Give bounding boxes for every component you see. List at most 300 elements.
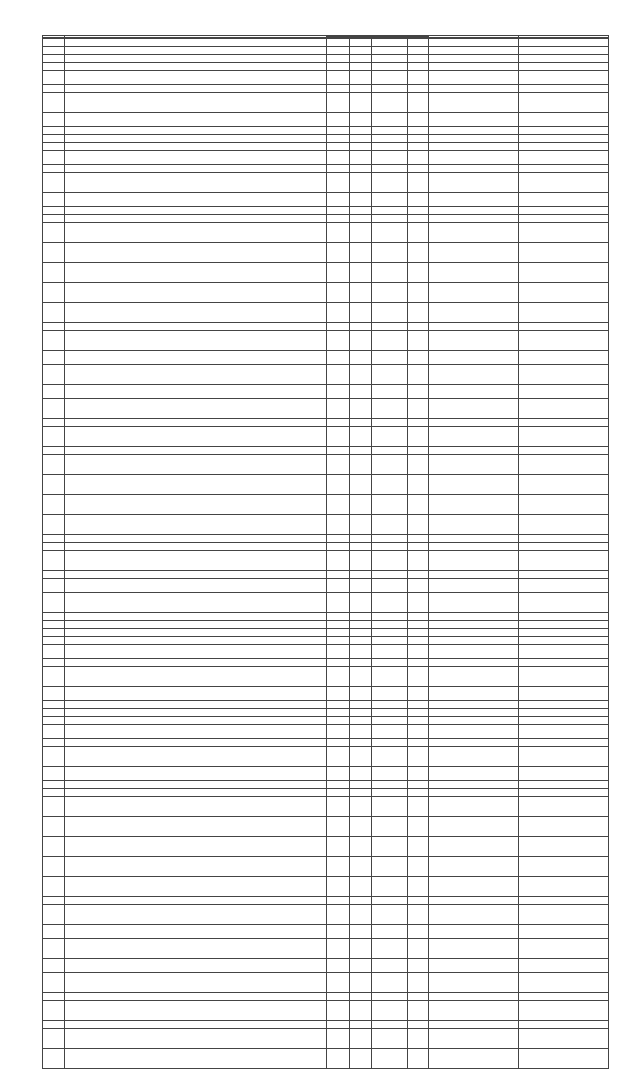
budget-table [42,35,609,1069]
table-cell [43,495,65,515]
table-cell [43,897,65,905]
table-cell [327,659,350,667]
table-row [43,817,609,837]
table-cell [372,143,408,151]
table-cell [408,837,429,857]
table-cell [327,857,350,877]
table-cell [429,1049,519,1069]
table-cell [429,323,519,331]
table-cell [43,645,65,659]
table-cell [372,1021,408,1029]
table-cell [408,1021,429,1029]
table-cell [519,637,609,645]
table-cell [429,993,519,1001]
table-cell [519,385,609,399]
table-row [43,365,609,385]
table-cell [327,283,350,303]
table-cell [429,797,519,817]
table-cell [429,725,519,739]
table-cell [43,939,65,959]
table-cell [519,303,609,323]
table-cell [350,905,372,925]
table-row [43,55,609,63]
table-cell [350,613,372,621]
table-row [43,551,609,571]
table-row [43,455,609,475]
table-cell [350,71,372,85]
table-cell [43,93,65,113]
table-cell [429,925,519,939]
table-cell [408,993,429,1001]
table-cell [350,323,372,331]
table-cell [408,495,429,515]
table-cell [350,571,372,579]
table-cell [519,593,609,613]
table-cell [43,701,65,709]
table-cell [429,85,519,93]
table-row [43,1001,609,1021]
table-cell [372,593,408,613]
table-cell [429,701,519,709]
table-cell [519,143,609,151]
table-cell [372,151,408,165]
table-cell [43,817,65,837]
table-cell [372,331,408,351]
table-cell [327,897,350,905]
table-cell [429,127,519,135]
table-cell [65,905,327,925]
table-cell [327,243,350,263]
table-cell [429,767,519,781]
table-cell [327,135,350,143]
table-cell [519,85,609,93]
table-cell [350,709,372,717]
table-cell [350,797,372,817]
table-row [43,143,609,151]
table-cell [350,93,372,113]
table-cell [327,127,350,135]
table-cell [350,283,372,303]
table-cell [65,781,327,789]
table-cell [327,993,350,1001]
table-cell [372,613,408,621]
table-cell [408,817,429,837]
table-cell [327,1021,350,1029]
table-cell [327,725,350,739]
table-cell [408,571,429,579]
table-cell [65,767,327,781]
table-cell [408,629,429,637]
table-cell [408,551,429,571]
table-cell [519,645,609,659]
table-cell [65,535,327,543]
table-cell [429,63,519,71]
table-cell [429,973,519,993]
table-cell [43,667,65,687]
table-cell [519,543,609,551]
table-cell [43,223,65,243]
table-cell [327,709,350,717]
table-cell [372,767,408,781]
table-cell [65,151,327,165]
table-row [43,323,609,331]
table-cell [429,747,519,767]
table-cell [43,143,65,151]
table-cell [65,39,327,47]
table-cell [519,135,609,143]
table-cell [350,399,372,419]
table-cell [65,55,327,63]
table-cell [327,637,350,645]
table-cell [43,747,65,767]
table-cell [327,687,350,701]
table-cell [429,495,519,515]
table-cell [327,1001,350,1021]
table-cell [372,55,408,63]
table-cell [408,579,429,593]
table-cell [429,193,519,207]
table-cell [327,63,350,71]
table-cell [519,455,609,475]
table-cell [327,47,350,55]
table-cell [372,351,408,365]
table-cell [372,797,408,817]
table-cell [327,223,350,243]
table-cell [43,365,65,385]
table-cell [519,495,609,515]
table-cell [372,283,408,303]
table-cell [372,667,408,687]
table-cell [408,767,429,781]
table-cell [65,303,327,323]
table-row [43,71,609,85]
table-cell [65,193,327,207]
table-cell [429,551,519,571]
table-cell [429,515,519,535]
table-cell [327,303,350,323]
table-cell [519,1049,609,1069]
table-cell [429,93,519,113]
table-row [43,659,609,667]
table-cell [372,193,408,207]
table-row [43,925,609,939]
table-cell [327,495,350,515]
table-row [43,747,609,767]
table-cell [519,629,609,637]
table-cell [429,579,519,593]
table-row [43,399,609,419]
table-cell [350,973,372,993]
table-row [43,709,609,717]
table-cell [350,747,372,767]
table-cell [429,385,519,399]
table-row [43,207,609,215]
table-row [43,223,609,243]
table-cell [43,905,65,925]
table-cell [408,173,429,193]
table-cell [372,85,408,93]
table-cell [429,781,519,789]
table-cell [65,701,327,709]
table-cell [65,419,327,427]
table-cell [372,215,408,223]
table-cell [372,135,408,143]
table-cell [65,667,327,687]
table-row [43,385,609,399]
table-cell [65,877,327,897]
table-cell [372,877,408,897]
table-cell [372,495,408,515]
table-cell [327,593,350,613]
table-cell [372,637,408,645]
table-cell [327,925,350,939]
table-cell [408,717,429,725]
table-cell [327,629,350,637]
table-cell [408,897,429,905]
table-cell [327,747,350,767]
table-cell [65,1049,327,1069]
table-cell [372,897,408,905]
table-row [43,1029,609,1049]
table-cell [43,1029,65,1049]
table-cell [65,427,327,447]
table-cell [519,263,609,283]
table-cell [372,113,408,127]
table-row [43,447,609,455]
table-cell [65,365,327,385]
table-cell [519,551,609,571]
table-cell [350,645,372,659]
table-cell [65,475,327,495]
table-cell [350,365,372,385]
table-cell [350,1029,372,1049]
table-cell [429,817,519,837]
table-cell [519,283,609,303]
table-row [43,973,609,993]
table-cell [372,365,408,385]
table-cell [408,207,429,215]
table-cell [350,687,372,701]
table-cell [519,717,609,725]
table-cell [519,323,609,331]
table-cell [43,323,65,331]
table-cell [43,593,65,613]
table-cell [43,303,65,323]
table-cell [327,193,350,207]
table-cell [350,495,372,515]
table-cell [43,151,65,165]
table-cell [350,781,372,789]
table-cell [350,475,372,495]
table-cell [429,1021,519,1029]
table-cell [327,515,350,535]
table-cell [65,571,327,579]
table-cell [408,781,429,789]
table-cell [429,739,519,747]
table-cell [350,63,372,71]
table-cell [408,877,429,897]
table-cell [65,973,327,993]
table-cell [65,283,327,303]
table-cell [65,817,327,837]
table-cell [372,781,408,789]
table-cell [43,613,65,621]
table-cell [429,55,519,63]
table-cell [408,687,429,701]
table-cell [372,993,408,1001]
table-cell [65,385,327,399]
table-cell [350,455,372,475]
table-cell [408,323,429,331]
table-cell [519,365,609,385]
table-cell [519,193,609,207]
table-cell [327,543,350,551]
table-cell [519,93,609,113]
table-cell [519,47,609,55]
table-cell [43,515,65,535]
table-cell [43,207,65,215]
table-cell [519,837,609,857]
table-cell [408,71,429,85]
table-cell [43,535,65,543]
table-cell [65,543,327,551]
table-cell [327,767,350,781]
table-cell [43,351,65,365]
table-cell [408,621,429,629]
table-cell [350,551,372,571]
table-cell [65,127,327,135]
table-cell [327,613,350,621]
table-row [43,39,609,47]
table-cell [429,939,519,959]
table-cell [327,837,350,857]
table-cell [327,667,350,687]
table-cell [519,351,609,365]
table-cell [408,593,429,613]
table-cell [43,427,65,447]
table-cell [65,173,327,193]
table-cell [519,767,609,781]
table-cell [350,621,372,629]
table-cell [372,701,408,709]
table-row [43,193,609,207]
table-cell [429,399,519,419]
table-cell [429,113,519,127]
table-cell [43,127,65,135]
table-cell [65,351,327,365]
table-cell [408,1029,429,1049]
table-cell [43,475,65,495]
table-cell [408,113,429,127]
table-cell [519,71,609,85]
table-cell [372,621,408,629]
table-row [43,645,609,659]
table-cell [429,223,519,243]
table-cell [327,351,350,365]
table-cell [43,621,65,629]
table-cell [429,351,519,365]
table-cell [429,419,519,427]
table-cell [519,113,609,127]
table-cell [519,667,609,687]
table-cell [519,797,609,817]
table-cell [327,71,350,85]
table-cell [408,701,429,709]
table-cell [408,1049,429,1069]
table-cell [350,151,372,165]
table-cell [372,817,408,837]
table-cell [327,447,350,455]
table-cell [372,551,408,571]
table-cell [65,165,327,173]
table-cell [519,419,609,427]
table-cell [372,427,408,447]
table-cell [43,419,65,427]
table-cell [350,789,372,797]
table-cell [519,925,609,939]
table-cell [372,925,408,939]
table-cell [408,143,429,151]
table-cell [65,621,327,629]
table-cell [43,113,65,127]
table-cell [429,877,519,897]
table-cell [350,331,372,351]
table-cell [327,645,350,659]
table-cell [408,263,429,283]
table-row [43,717,609,725]
table-cell [65,113,327,127]
table-cell [327,151,350,165]
table-cell [350,113,372,127]
table-row [43,475,609,495]
table-cell [327,365,350,385]
table-cell [372,93,408,113]
table-cell [350,419,372,427]
table-cell [65,739,327,747]
table-cell [327,717,350,725]
table-cell [327,571,350,579]
table-cell [65,223,327,243]
table-row [43,427,609,447]
table-cell [350,593,372,613]
table-cell [372,1029,408,1049]
table-cell [65,331,327,351]
table-cell [327,385,350,399]
table-cell [65,71,327,85]
table-cell [43,173,65,193]
table-row [43,263,609,283]
table-row [43,637,609,645]
table-cell [350,243,372,263]
table-cell [350,817,372,837]
table-cell [429,151,519,165]
table-cell [408,1001,429,1021]
table-cell [372,1049,408,1069]
table-cell [408,747,429,767]
table-cell [372,645,408,659]
table-cell [65,85,327,93]
table-cell [327,739,350,747]
table-cell [327,1049,350,1069]
table-cell [408,151,429,165]
table-cell [43,215,65,223]
table-cell [372,571,408,579]
table-cell [65,789,327,797]
table-cell [519,399,609,419]
table-cell [350,135,372,143]
table-cell [372,419,408,427]
table-cell [327,535,350,543]
